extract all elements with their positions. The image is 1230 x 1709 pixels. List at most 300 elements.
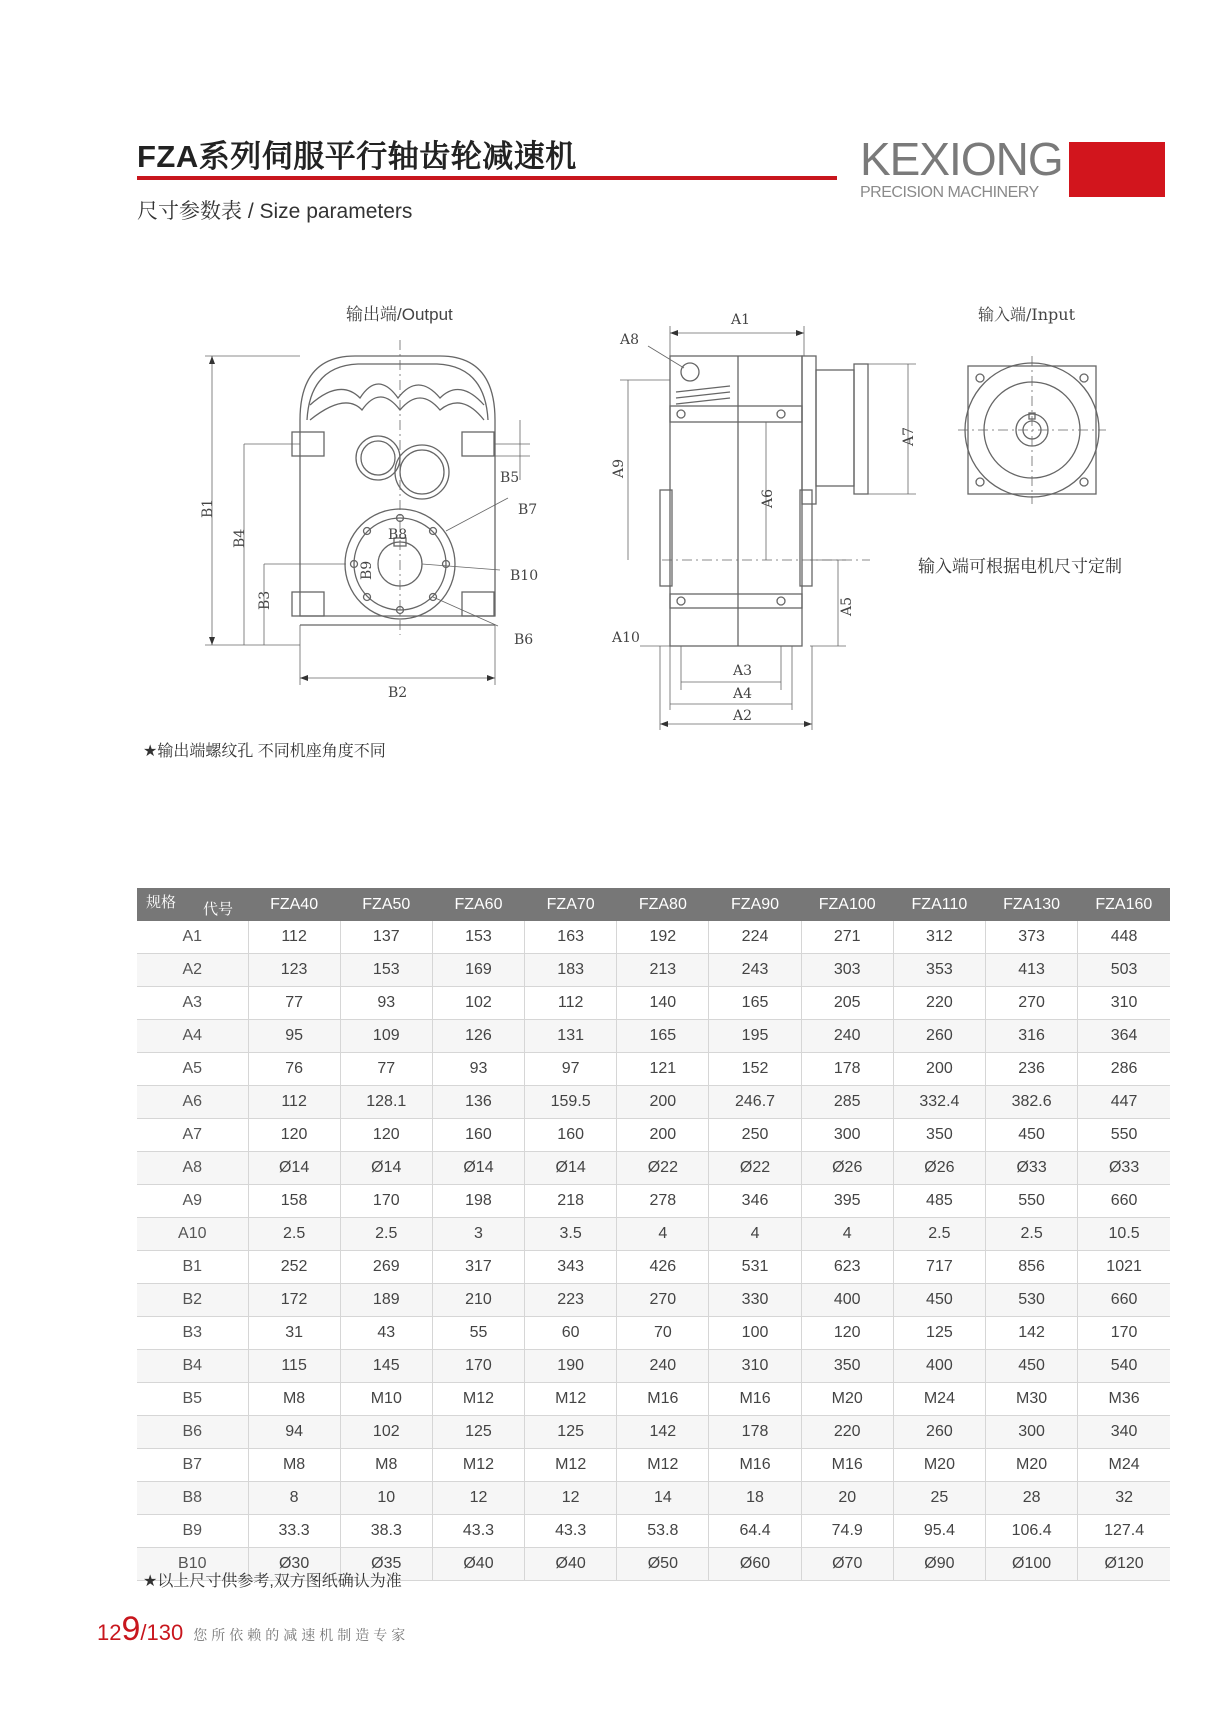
table-cell: Ø26: [801, 1152, 893, 1185]
table-cell: 25: [893, 1482, 985, 1515]
table-cell: 205: [801, 987, 893, 1020]
table-cell: 74.9: [801, 1515, 893, 1548]
table-cell: 346: [709, 1185, 801, 1218]
table-cell: 400: [893, 1350, 985, 1383]
table-cell: 2.5: [248, 1218, 340, 1251]
corner-label-code: 代号: [202, 901, 233, 918]
side-housing: [670, 356, 802, 646]
table-cell: 43.3: [432, 1515, 524, 1548]
page-number-total: /130: [140, 1620, 184, 1645]
row-label: B1: [137, 1251, 248, 1284]
footer-slogan: 您所依赖的减速机制造专家: [193, 1627, 410, 1643]
table-row: [137, 921, 1170, 954]
table-cell: 125: [893, 1317, 985, 1350]
table-cell: 623: [801, 1251, 893, 1284]
input-view-label: 输入端/Input: [978, 305, 1075, 324]
table-cell: 169: [432, 954, 524, 987]
table-cell: M20: [801, 1383, 893, 1416]
dim-label-b8: B8: [388, 527, 408, 543]
table-cell: 172: [248, 1284, 340, 1317]
table-cell: 310: [709, 1350, 801, 1383]
title-underline: [137, 176, 837, 180]
table-cell: 316: [986, 1020, 1078, 1053]
table-cell: 95: [248, 1020, 340, 1053]
table-cell: 94: [248, 1416, 340, 1449]
side-input-adapter: [816, 370, 854, 486]
corner-label-spec: 规格: [146, 894, 177, 911]
table-cell: 183: [525, 954, 617, 987]
table-cell: 200: [617, 1119, 709, 1152]
table-cell: 33.3: [248, 1515, 340, 1548]
table-cell: 332.4: [893, 1086, 985, 1119]
table-cell: Ø26: [893, 1152, 985, 1185]
table-cell: 112: [525, 987, 617, 1020]
table-cell: 1021: [1078, 1251, 1170, 1284]
table-cell: 120: [801, 1317, 893, 1350]
table-cell: Ø14: [525, 1152, 617, 1185]
table-row: [137, 1515, 1170, 1548]
table-cell: 269: [340, 1251, 432, 1284]
dim-label-b2: B2: [388, 685, 408, 701]
table-cell: 106.4: [986, 1515, 1078, 1548]
table-row: [137, 1119, 1170, 1152]
size-parameter-table: [137, 888, 1170, 1581]
table-cell: 140: [617, 987, 709, 1020]
table-cell: 210: [432, 1284, 524, 1317]
table-cell: 285: [801, 1086, 893, 1119]
table-row: [137, 1185, 1170, 1218]
table-cell: 8: [248, 1482, 340, 1515]
side-top-lug: [670, 406, 802, 422]
table-cell: 142: [617, 1416, 709, 1449]
table-cell: 450: [986, 1119, 1078, 1152]
dim-label-a10: A10: [612, 630, 640, 646]
table-cell: 170: [340, 1185, 432, 1218]
table-cell: 95.4: [893, 1515, 985, 1548]
table-cell: M10: [340, 1383, 432, 1416]
table-row: [137, 1152, 1170, 1185]
table-cell: 93: [340, 987, 432, 1020]
table-cell: 112: [248, 1086, 340, 1119]
table-cell: 660: [1078, 1284, 1170, 1317]
table-cell: M12: [432, 1383, 524, 1416]
reference-note: ★以上尺寸供参考,双方图纸确认为准: [143, 1573, 402, 1590]
table-cell: 260: [893, 1020, 985, 1053]
table-cell: 856: [986, 1251, 1078, 1284]
table-cell: 340: [1078, 1416, 1170, 1449]
table-cell: 312: [893, 921, 985, 954]
table-cell: 252: [248, 1251, 340, 1284]
table-cell: 317: [432, 1251, 524, 1284]
table-cell: 131: [525, 1020, 617, 1053]
table-cell: 485: [893, 1185, 985, 1218]
output-bore-small: [356, 436, 400, 480]
table-cell: 198: [432, 1185, 524, 1218]
table-cell: 136: [432, 1086, 524, 1119]
table-cell: 2.5: [340, 1218, 432, 1251]
row-label: A1: [137, 921, 248, 954]
table-cell: 163: [525, 921, 617, 954]
table-cell: 330: [709, 1284, 801, 1317]
table-cell: 395: [801, 1185, 893, 1218]
table-cell: 400: [801, 1284, 893, 1317]
row-label: B2: [137, 1284, 248, 1317]
table-cell: 218: [525, 1185, 617, 1218]
table-row: [137, 1317, 1170, 1350]
table-cell: 128.1: [340, 1086, 432, 1119]
table-cell: 170: [432, 1350, 524, 1383]
page-subtitle: 尺寸参数表 / Size parameters: [137, 200, 413, 223]
table-cell: 159.5: [525, 1086, 617, 1119]
table-cell: 160: [432, 1119, 524, 1152]
table-cell: 178: [801, 1053, 893, 1086]
row-label: B4: [137, 1350, 248, 1383]
table-cell: 550: [1078, 1119, 1170, 1152]
table-row: [137, 1218, 1170, 1251]
table-cell: 70: [617, 1317, 709, 1350]
dim-label-a1: A1: [731, 312, 751, 328]
table-cell: 660: [1078, 1185, 1170, 1218]
table-cell: 121: [617, 1053, 709, 1086]
table-cell: 64.4: [709, 1515, 801, 1548]
row-label: B6: [137, 1416, 248, 1449]
table-cell: 195: [709, 1020, 801, 1053]
table-cell: 126: [432, 1020, 524, 1053]
table-cell: 20: [801, 1482, 893, 1515]
dim-label-a4: A4: [733, 686, 753, 702]
table-cell: 278: [617, 1185, 709, 1218]
table-cell: 2.5: [893, 1218, 985, 1251]
table-row: [137, 954, 1170, 987]
table-cell: Ø22: [709, 1152, 801, 1185]
table-cell: 123: [248, 954, 340, 987]
table-cell: 165: [617, 1020, 709, 1053]
table-cell: M24: [1078, 1449, 1170, 1482]
column-header: FZA100: [801, 888, 893, 921]
table-cell: 77: [248, 987, 340, 1020]
table-cell: M8: [248, 1383, 340, 1416]
table-cell: 413: [986, 954, 1078, 987]
column-header: FZA50: [340, 888, 432, 921]
table-cell: 93: [432, 1053, 524, 1086]
table-cell: 18: [709, 1482, 801, 1515]
table-cell: 125: [432, 1416, 524, 1449]
table-cell: 373: [986, 921, 1078, 954]
table-cell: Ø40: [525, 1548, 617, 1581]
table-cell: Ø30: [248, 1548, 340, 1581]
dim-label-a5: A5: [839, 596, 855, 616]
thread-note: ★输出端螺纹孔 不同机座角度不同: [143, 743, 386, 760]
table-cell: M16: [709, 1383, 801, 1416]
table-cell: 240: [801, 1020, 893, 1053]
table-cell: 153: [340, 954, 432, 987]
table-cell: 382.6: [986, 1086, 1078, 1119]
table-cell: 4: [617, 1218, 709, 1251]
brand-logo: [860, 133, 1063, 202]
table-cell: 127.4: [1078, 1515, 1170, 1548]
table-cell: Ø70: [801, 1548, 893, 1581]
table-cell: Ø100: [986, 1548, 1078, 1581]
table-cell: 145: [340, 1350, 432, 1383]
table-cell: 200: [617, 1086, 709, 1119]
row-label: A6: [137, 1086, 248, 1119]
row-label: B10: [137, 1548, 248, 1581]
table-cell: 32: [1078, 1482, 1170, 1515]
table-cell: 350: [893, 1119, 985, 1152]
table-cell: 125: [525, 1416, 617, 1449]
column-header: FZA130: [986, 888, 1078, 921]
table-cell: 270: [986, 987, 1078, 1020]
column-header: FZA110: [893, 888, 985, 921]
row-label: A2: [137, 954, 248, 987]
table-cell: Ø90: [893, 1548, 985, 1581]
table-cell: 76: [248, 1053, 340, 1086]
table-cell: 97: [525, 1053, 617, 1086]
table-cell: M30: [986, 1383, 1078, 1416]
table-cell: 160: [525, 1119, 617, 1152]
table-cell: 260: [893, 1416, 985, 1449]
table-cell: 448: [1078, 921, 1170, 954]
table-cell: 12: [525, 1482, 617, 1515]
input-customize-note: 输入端可根据电机尺寸定制: [918, 557, 1122, 576]
table-row: [137, 1053, 1170, 1086]
table-cell: 717: [893, 1251, 985, 1284]
table-cell: 165: [709, 987, 801, 1020]
table-cell: 530: [986, 1284, 1078, 1317]
dim-label-b10: B10: [510, 568, 539, 584]
table-cell: M20: [893, 1449, 985, 1482]
table-cell: 200: [893, 1053, 985, 1086]
table-cell: 343: [525, 1251, 617, 1284]
table-header-row: [137, 888, 1170, 921]
table-cell: M12: [525, 1449, 617, 1482]
table-cell: 77: [340, 1053, 432, 1086]
table-cell: 310: [1078, 987, 1170, 1020]
table-cell: 12: [432, 1482, 524, 1515]
table-cell: 531: [709, 1251, 801, 1284]
table-cell: 3: [432, 1218, 524, 1251]
table-row: [137, 1086, 1170, 1119]
table-cell: 213: [617, 954, 709, 987]
row-label: A5: [137, 1053, 248, 1086]
table-cell: 450: [893, 1284, 985, 1317]
table-cell: Ø35: [340, 1548, 432, 1581]
table-cell: 540: [1078, 1350, 1170, 1383]
output-lug-tr: [462, 432, 494, 456]
table-cell: 286: [1078, 1053, 1170, 1086]
column-header: FZA60: [432, 888, 524, 921]
dim-label-b1: B1: [200, 498, 216, 518]
table-cell: 55: [432, 1317, 524, 1350]
table-cell: 178: [709, 1416, 801, 1449]
table-cell: M8: [340, 1449, 432, 1482]
table-row: [137, 987, 1170, 1020]
table-row: [137, 1251, 1170, 1284]
table-cell: 224: [709, 921, 801, 954]
side-bottom-lug: [670, 594, 802, 608]
table-row: [137, 1416, 1170, 1449]
row-label: A9: [137, 1185, 248, 1218]
table-cell: 4: [709, 1218, 801, 1251]
table-cell: 426: [617, 1251, 709, 1284]
dim-label-b7: B7: [518, 502, 538, 518]
row-label: A4: [137, 1020, 248, 1053]
table-cell: 4: [801, 1218, 893, 1251]
table-cell: 14: [617, 1482, 709, 1515]
table-cell: Ø33: [1078, 1152, 1170, 1185]
table-row: [137, 1383, 1170, 1416]
dim-label-a8: A8: [620, 332, 640, 348]
table-cell: 153: [432, 921, 524, 954]
row-label: B9: [137, 1515, 248, 1548]
table-cell: 170: [1078, 1317, 1170, 1350]
table-cell: Ø60: [709, 1548, 801, 1581]
table-cell: 2.5: [986, 1218, 1078, 1251]
table-corner-cell: [137, 888, 248, 921]
table-cell: 102: [432, 987, 524, 1020]
row-label: A8: [137, 1152, 248, 1185]
table-cell: M16: [801, 1449, 893, 1482]
table-cell: 353: [893, 954, 985, 987]
technical-drawing: [0, 280, 1230, 740]
table-cell: 300: [986, 1416, 1078, 1449]
table-cell: 152: [709, 1053, 801, 1086]
column-header: FZA70: [525, 888, 617, 921]
table-cell: 250: [709, 1119, 801, 1152]
table-cell: M12: [432, 1449, 524, 1482]
column-header: FZA40: [248, 888, 340, 921]
table-cell: 43: [340, 1317, 432, 1350]
row-label: B8: [137, 1482, 248, 1515]
table-cell: M12: [525, 1383, 617, 1416]
row-label: B5: [137, 1383, 248, 1416]
table-cell: 240: [617, 1350, 709, 1383]
table-cell: 270: [617, 1284, 709, 1317]
table-cell: 220: [801, 1416, 893, 1449]
output-bore-large: [395, 445, 449, 499]
table-cell: 350: [801, 1350, 893, 1383]
table-cell: M16: [709, 1449, 801, 1482]
table-cell: 503: [1078, 954, 1170, 987]
table-cell: 53.8: [617, 1515, 709, 1548]
table-row: [137, 1482, 1170, 1515]
dim-label-b6: B6: [514, 632, 534, 648]
table-cell: 3.5: [525, 1218, 617, 1251]
brand-name: KEXIONG: [860, 133, 1063, 185]
table-cell: 189: [340, 1284, 432, 1317]
table-row: [137, 1350, 1170, 1383]
brand-tagline: PRECISION MACHINERY: [860, 184, 1039, 201]
column-header: FZA80: [617, 888, 709, 921]
row-label: A3: [137, 987, 248, 1020]
table-cell: 364: [1078, 1020, 1170, 1053]
table-cell: 447: [1078, 1086, 1170, 1119]
table-cell: 10: [340, 1482, 432, 1515]
dim-label-a2: A2: [733, 708, 753, 724]
table-cell: 271: [801, 921, 893, 954]
table-cell: 300: [801, 1119, 893, 1152]
table-cell: Ø33: [986, 1152, 1078, 1185]
output-lug-bl: [292, 592, 324, 616]
table-cell: Ø120: [1078, 1548, 1170, 1581]
row-label: B7: [137, 1449, 248, 1482]
table-cell: 28: [986, 1482, 1078, 1515]
table-cell: 120: [340, 1119, 432, 1152]
table-cell: M16: [617, 1383, 709, 1416]
table-cell: 192: [617, 921, 709, 954]
table-cell: 60: [525, 1317, 617, 1350]
table-cell: 158: [248, 1185, 340, 1218]
table-cell: 10.5: [1078, 1218, 1170, 1251]
table-cell: M8: [248, 1449, 340, 1482]
dim-label-b3: B3: [257, 590, 273, 610]
dim-label-b4: B4: [232, 528, 248, 548]
table-cell: 102: [340, 1416, 432, 1449]
table-cell: M36: [1078, 1383, 1170, 1416]
table-cell: 142: [986, 1317, 1078, 1350]
row-label: A7: [137, 1119, 248, 1152]
table-cell: M24: [893, 1383, 985, 1416]
column-header: FZA90: [709, 888, 801, 921]
table-cell: 115: [248, 1350, 340, 1383]
page-number-current: 9: [121, 1610, 141, 1648]
table-cell: 31: [248, 1317, 340, 1350]
output-view-label: 输出端/Output: [346, 305, 453, 324]
table-cell: 112: [248, 921, 340, 954]
table-row: [137, 1449, 1170, 1482]
dim-label-b5: B5: [500, 470, 520, 486]
table-cell: Ø40: [432, 1548, 524, 1581]
table-cell: 43.3: [525, 1515, 617, 1548]
table-row: [137, 1284, 1170, 1317]
column-header: FZA160: [1078, 888, 1170, 921]
row-label: B3: [137, 1317, 248, 1350]
table-cell: 100: [709, 1317, 801, 1350]
dim-label-a6: A6: [760, 488, 776, 508]
dim-label-a7: A7: [901, 426, 917, 446]
table-cell: 550: [986, 1185, 1078, 1218]
side-oil-plug: [681, 363, 699, 381]
table-cell: 450: [986, 1350, 1078, 1383]
table-cell: M12: [617, 1449, 709, 1482]
table-cell: 220: [893, 987, 985, 1020]
table-row: [137, 1020, 1170, 1053]
table-cell: Ø14: [432, 1152, 524, 1185]
dim-label-a9: A9: [611, 458, 627, 478]
table-cell: 303: [801, 954, 893, 987]
table-cell: 38.3: [340, 1515, 432, 1548]
table-cell: 190: [525, 1350, 617, 1383]
table-cell: 120: [248, 1119, 340, 1152]
table-cell: 236: [986, 1053, 1078, 1086]
table-cell: 246.7: [709, 1086, 801, 1119]
page-footer: [97, 1610, 409, 1649]
row-label: A10: [137, 1218, 248, 1251]
brand-red-block: [1069, 142, 1165, 197]
table-cell: 109: [340, 1020, 432, 1053]
table-cell: M20: [986, 1449, 1078, 1482]
table-cell: 137: [340, 921, 432, 954]
table-cell: Ø14: [248, 1152, 340, 1185]
page-number-prefix: 12: [97, 1620, 122, 1645]
page-title: FZA系列伺服平行轴齿轮减速机: [137, 139, 577, 174]
dim-label-b9: B9: [359, 560, 375, 580]
table-cell: Ø14: [340, 1152, 432, 1185]
table-cell: Ø22: [617, 1152, 709, 1185]
dim-label-a3: A3: [733, 663, 753, 679]
table-cell: 243: [709, 954, 801, 987]
table-cell: Ø50: [617, 1548, 709, 1581]
